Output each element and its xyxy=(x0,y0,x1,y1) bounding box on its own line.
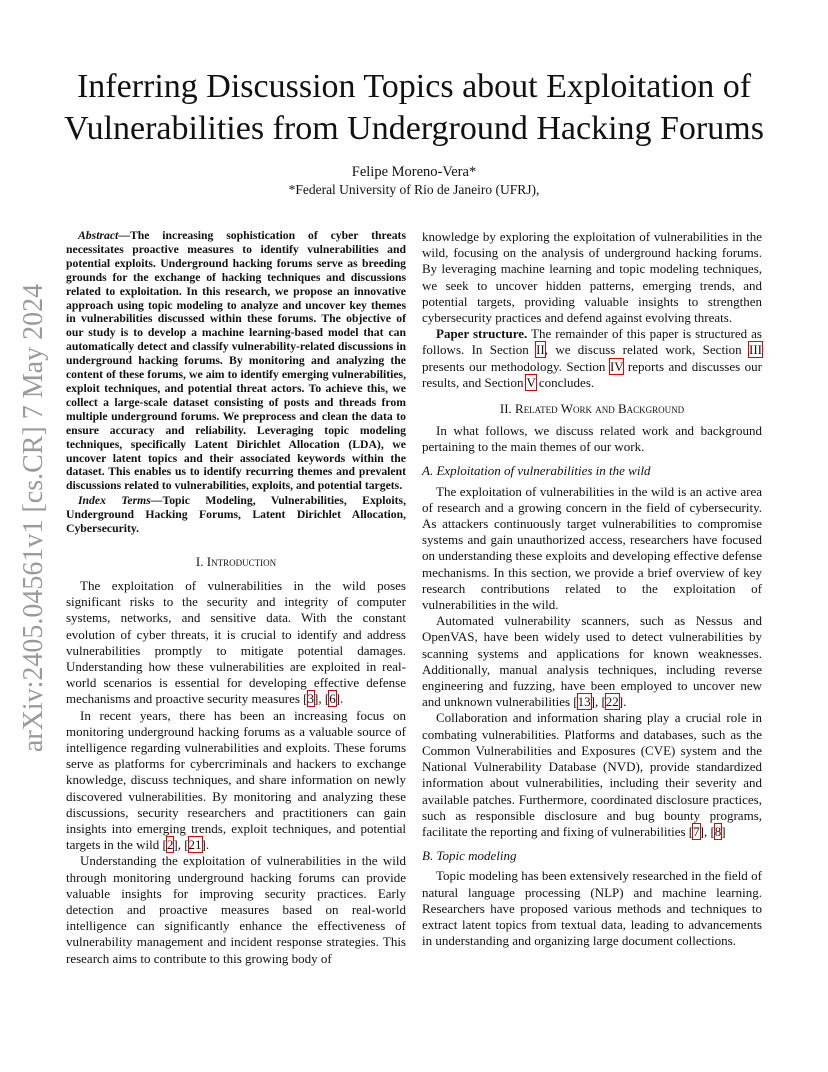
arxiv-identifier: arXiv:2405.04561v1 [cs.CR] 7 May 2024 xyxy=(18,283,49,753)
intro-paragraph-2: In recent years, there has been an increasing focus on monitoring underground hacking forums as a valuable source of intelligence regarding vulnerabilities and exploits. These forums serve as platforms for cybercriminals and hackers to exchange knowledge, discuss techniques, and share information on newly discovered vulnerabilities. By monitoring and analyzing these discussions, security researchers and practitioners can gain insights into emerging trends, exploit techniques, and potential targets in the wild [2], [21]. xyxy=(66,707,406,853)
section-link-ii[interactable]: II xyxy=(536,342,545,358)
structure-text: reports and discusses our results, and Section xyxy=(422,358,763,390)
structure-text: The remainder of this paper is structured as follows. In Section xyxy=(422,326,762,358)
intro-p1-text: The exploitation of vulnerabilities in the wild poses significant risks to the security and integrity of computer systems, networks, and sensitive data. With the constant evolution of cyber threats, it is crucial to identify and address vulnerabilities promptly to mitigate potential damages. Understanding how these vulnerabilities are exploited in real-world scenarios is essential for developing effective defense mechanisms and proactive security measures xyxy=(66,577,406,707)
index-terms-label: Index Terms xyxy=(78,494,151,508)
index-terms xyxy=(66,494,406,536)
paper-structure-label: Paper structure. xyxy=(436,326,528,342)
subsection-heading-a: A. Exploitation of vulnerabilities in the wild xyxy=(422,463,651,479)
subsection-a-paragraph-1: The exploitation of vulnerabilities in the wild is an active area of research and a growing concern in the field of cybersecurity. As attackers continuously target vulnerabilities to compromise systems and gain unauthorized access, researchers have focused on understanding these exploits and developing effective defense mechanisms. In this section, we provide a brief overview of key research contributions related to the exploitation of vulnerabilities in the wild. xyxy=(422,483,762,613)
structure-text: presents our methodology. Section xyxy=(422,358,610,374)
related-intro-paragraph: In what follows, we discuss related work and background pertaining to the main themes of our work. xyxy=(422,423,762,455)
citation-link[interactable]: 6 xyxy=(329,691,336,707)
subsection-a-p2-text: Automated vulnerability scanners, such as Nessus and OpenVAS, have been widely used to detect vulnerabilities by scanning systems and applications for known weaknesses. Additionally, manual analysis techniques, including reverse engineering and fuzzing, have been employed to uncover new and unknown vulnerabilities xyxy=(422,613,762,710)
citation-link[interactable]: 3 xyxy=(307,691,315,707)
title-line-2: Vulnerabilities from Underground Hacking Forums xyxy=(64,110,764,147)
subsection-b-paragraph-1: Topic modeling has been extensively researched in the field of natural language processing (NLP) and machine learning. Researchers have proposed various methods and techniques to extract latent topics from textual data, leading to advancements in understanding and organizing large document collections. xyxy=(422,868,762,949)
abstract-text: —The increasing sophistication of cyber threats necessitates proactive measures to identify vulnerabilities and potential exploits. Underground hacking forums serve as breeding grounds for the exchange of hacking techniques and discussions related to exploitation. In this research, we propose an innovative approach using topic modeling to analyze and uncover key themes in vulnerabilities discussed within these forums. The objective of our study is to develop a machine learning-based model that can automatically detect and classify vulnerability-related discussions in underground hacking forums. By monitoring and analyzing the content of these forums, we aim to identify emerging vulnerabilities, exploit techniques, and potential threat actors. To achieve this, we collect a large-scale dataset consisting of posts and threads from multiple underground forums. We preprocess and clean the data to ensure accuracy and reliability. Leveraging topic modeling techniques, specifically Latent Dirichlet Allocation (LDA), we uncover latent topics and their associated keywords within the dataset. This enables us to identify recurring themes and prevalent discussions related to vulnerabilities, exploits, and potential targets. xyxy=(66,229,406,493)
intro-paragraph-3-continued: knowledge by exploring the exploitation of vulnerabilities in the wild, focusing on the analysis of underground hacking forums. By leveraging machine learning and topic modeling techniques, we seek to uncover hidden patterns, emerging trends, and potential targets, providing valuable insights to strengthen cybersecurity practices and defend against evolving threats. xyxy=(422,229,762,326)
subsection-a-p3-text: Collaboration and information sharing play a crucial role in combating vulnerabilities. Platforms and databases, such as the Common Vulnerabilities and Exposures (CVE) system and the National Vulnerability Database (NVD), provide standardized information about vulnerabilities, including their severity and available patches. Furthermore, coordinated disclosure practices, such as responsible disclosure and bug bounty programs, facilitate the reporting and fixing of vulnerabilities xyxy=(422,710,762,839)
section-link-v[interactable]: V xyxy=(526,374,536,390)
abstract xyxy=(66,229,406,493)
paper-title xyxy=(60,66,768,150)
section-link-iii[interactable]: III xyxy=(749,342,762,358)
structure-text: concludes. xyxy=(535,374,595,390)
left-column xyxy=(66,229,406,967)
citation-link[interactable]: 7 xyxy=(693,823,700,839)
citation-link[interactable]: 13 xyxy=(577,694,591,710)
section-heading-introduction: I. Introduction xyxy=(195,553,277,569)
intro-p2-text: In recent years, there has been an increasing focus on monitoring underground hacking forums as a valuable source of intelligence regarding vulnerabilities and exploits. These forums serve as platforms for cybercriminals and hackers to exchange knowledge, discuss techniques, and share information on newly discovered vulnerabilities. By monitoring and analyzing these discussions, security researchers and practitioners can gain insights into emerging trends, exploit techniques, and potential targets in the wild xyxy=(66,707,406,853)
intro-paragraph-3: Understanding the exploitation of vulnerabilities in the wild through monitoring underground hacking forums can provide valuable insights for improving security practices. Early detection and proactive measures based on real-world intelligence can significantly enhance the effectiveness of vulnerability management and incident response strategies. This research aims to contribute to this growing body of xyxy=(66,853,406,966)
abstract-label: Abstract xyxy=(78,229,119,242)
subsection-a-paragraph-3: Collaboration and information sharing play a crucial role in combating vulnerabilities. Platforms and databases, such as the Common Vulnerabilities and Exposures (CVE) system and the National Vulnerability Database (NVD), provide standardized information about vulnerabilities, including their severity and available patches. Furthermore, coordinated disclosure practices, such as responsible disclosure and bug bounty programs, facilitate the reporting and fixing of vulnerabilities [7], [8] xyxy=(422,710,762,839)
citation-link[interactable]: 22 xyxy=(605,694,619,710)
citation-link[interactable]: 8 xyxy=(714,823,722,839)
subsection-a-paragraph-2: Automated vulnerability scanners, such as Nessus and OpenVAS, have been widely used to detect vulnerabilities by scanning systems and applications for known weaknesses. Additionally, manual analysis techniques, including reverse engineering and fuzzing, have been employed to uncover new and unknown vulnerabilities [13], [22]. xyxy=(422,613,762,710)
author-name: Felipe Moreno-Vera* xyxy=(351,164,477,180)
index-terms-text: —Topic Modeling, Vulnerabilities, Exploits, Underground Hacking Forums, Latent Dirichlet Allocation, Cybersecurity. xyxy=(66,494,406,536)
intro-paragraph-1: The exploitation of vulnerabilities in the wild poses significant risks to the security and integrity of computer systems, networks, and sensitive data. With the constant evolution of cyber threats, it is crucial to identify and address vulnerabilities promptly to mitigate potential damages. Understanding how these vulnerabilities are exploited in real-world scenarios is essential for developing effective defense mechanisms and proactive security measures [3], [6]. xyxy=(66,577,406,707)
citation-link[interactable]: 2 xyxy=(166,837,174,853)
section-link-iv[interactable]: IV xyxy=(609,358,624,374)
subsection-heading-b: B. Topic modeling xyxy=(422,848,517,864)
section-heading-related-work: II. Related Work and Background xyxy=(499,401,685,417)
paper-structure-paragraph xyxy=(422,326,762,391)
citation-link[interactable]: 21 xyxy=(188,837,202,853)
author-affiliation: *Federal University of Rio de Janeiro (UFRJ), xyxy=(288,182,540,197)
title-line-1: Inferring Discussion Topics about Exploitation of xyxy=(76,68,752,105)
right-column xyxy=(422,229,762,949)
structure-text: , we discuss related work, Section xyxy=(544,342,749,358)
